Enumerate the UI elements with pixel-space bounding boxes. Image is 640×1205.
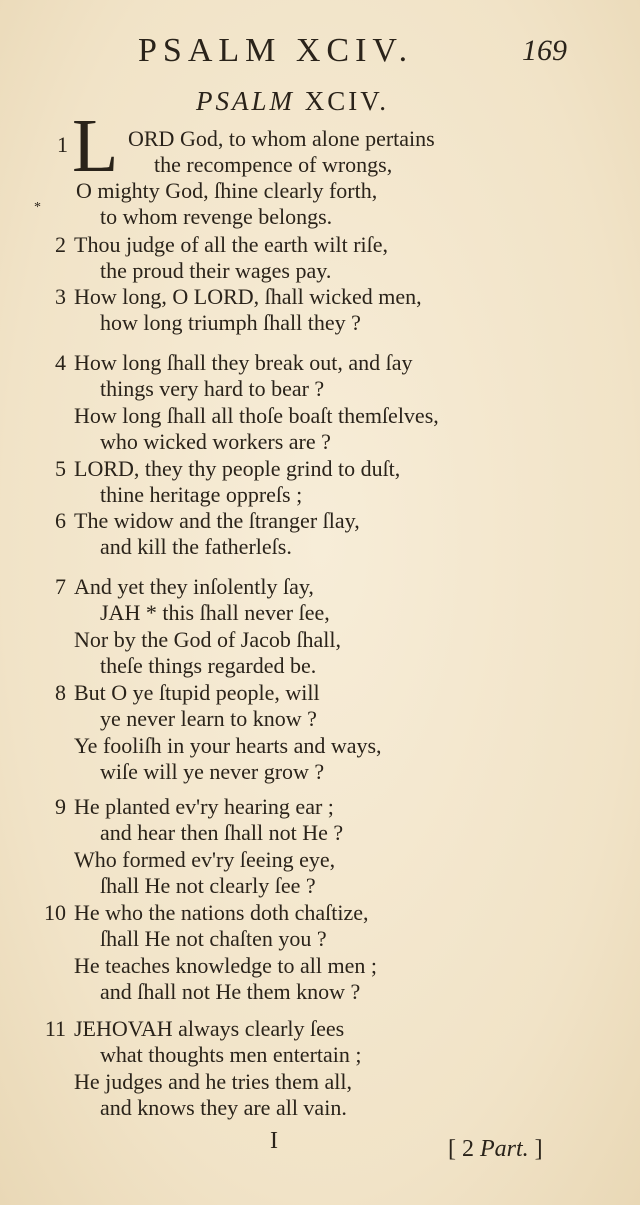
verse-line: the recompence of wrongs, [154,152,393,177]
verse-line: He judges and he tries them all, [74,1068,352,1094]
catchword-close: ] [534,1136,543,1162]
verse-number: 2 [55,232,66,257]
verse-line: How long ſhall all thoſe boaſt themſelves, [74,402,439,428]
verse-line: He who the nations doth chaſtize, [74,900,369,925]
signature-mark: I [270,1128,278,1154]
verse-line: and kill the fatherleſs. [100,534,292,560]
verse-number: 4 [55,350,66,375]
verse-line: ye never learn to know ? [100,706,317,732]
catchword-open: [ 2 [448,1136,474,1162]
verse-line: But O ye ſtupid people, will [74,680,320,705]
verse-line: how long triumph ſhall they ? [100,310,361,336]
catchword [448,1136,543,1163]
margin-star-mark: * [34,200,41,215]
verse-line: How long, O LORD, ſhall wicked men, [74,284,422,309]
verse-line: wiſe will ye never grow ? [100,758,325,784]
running-head [0,32,640,72]
verse-number: 7 [55,574,66,599]
verse-number: 5 [55,456,66,481]
verse-number: 1 [57,132,68,157]
verse-line: Ye fooliſh in your hearts and ways, [74,732,382,758]
verse-line: theſe things regarded be. [100,652,317,678]
catchword-text: Part. [480,1136,529,1162]
psalm-title-prefix: PSALM [196,86,295,116]
verse-number: 3 [55,284,66,309]
verse-line: to whom revenge belongs. [100,204,333,229]
verse-line: and hear then ſhall not He ? [100,820,344,846]
verse-line: Thou judge of all the earth wilt riſe, [74,232,389,257]
verse-number: 6 [55,508,66,533]
verse-line: and ſhall not He them know ? [100,978,361,1004]
psalm-title [196,86,389,117]
verse-line: LORD, they thy people grind to duſt, [74,456,401,481]
verse-line: And yet they inſolently ſay, [74,574,314,599]
page-number: 169 [522,34,567,67]
verse-number: 11 [44,1016,66,1041]
verse-line: ſhall He not chaſten you ? [100,926,327,952]
verse-line: Nor by the God of Jacob ſhall, [74,626,341,652]
verse-number: 10 [44,900,66,925]
drop-cap: L [72,104,119,188]
verse-number: 9 [55,794,66,819]
verse-line: ſhall He not clearly ſee ? [100,872,316,898]
psalm-title-number: XCIV. [304,86,390,116]
verse-line: He planted ev'ry hearing ear ; [74,794,334,819]
verse-line: JAH * this ſhall never ſee, [100,600,330,626]
verse-line: the proud their wages pay. [100,258,332,284]
verse-line: O mighty God, ſhine clearly forth, [76,178,378,203]
verse-number: 8 [55,680,66,705]
verse-line: Who formed ev'ry ſeeing eye, [74,846,336,872]
verse-line: thine heritage oppreſs ; [100,482,303,508]
verse-line: ORD God, to whom alone pertains [128,126,435,151]
verse-line: JEHOVAH always clearly ſees [74,1016,345,1041]
verse-line: what thoughts men entertain ; [100,1042,362,1068]
verse-line: and knows they are all vain. [100,1094,347,1120]
verse-line: things very hard to bear ? [100,376,325,402]
verse-line: who wicked workers are ? [100,428,331,454]
verse-line: The widow and the ſtranger ſlay, [74,508,360,533]
verse-line: How long ſhall they break out, and ſay [74,350,413,375]
verse-line: He teaches knowledge to all men ; [74,952,378,978]
running-title: PSALM XCIV. [138,32,414,69]
